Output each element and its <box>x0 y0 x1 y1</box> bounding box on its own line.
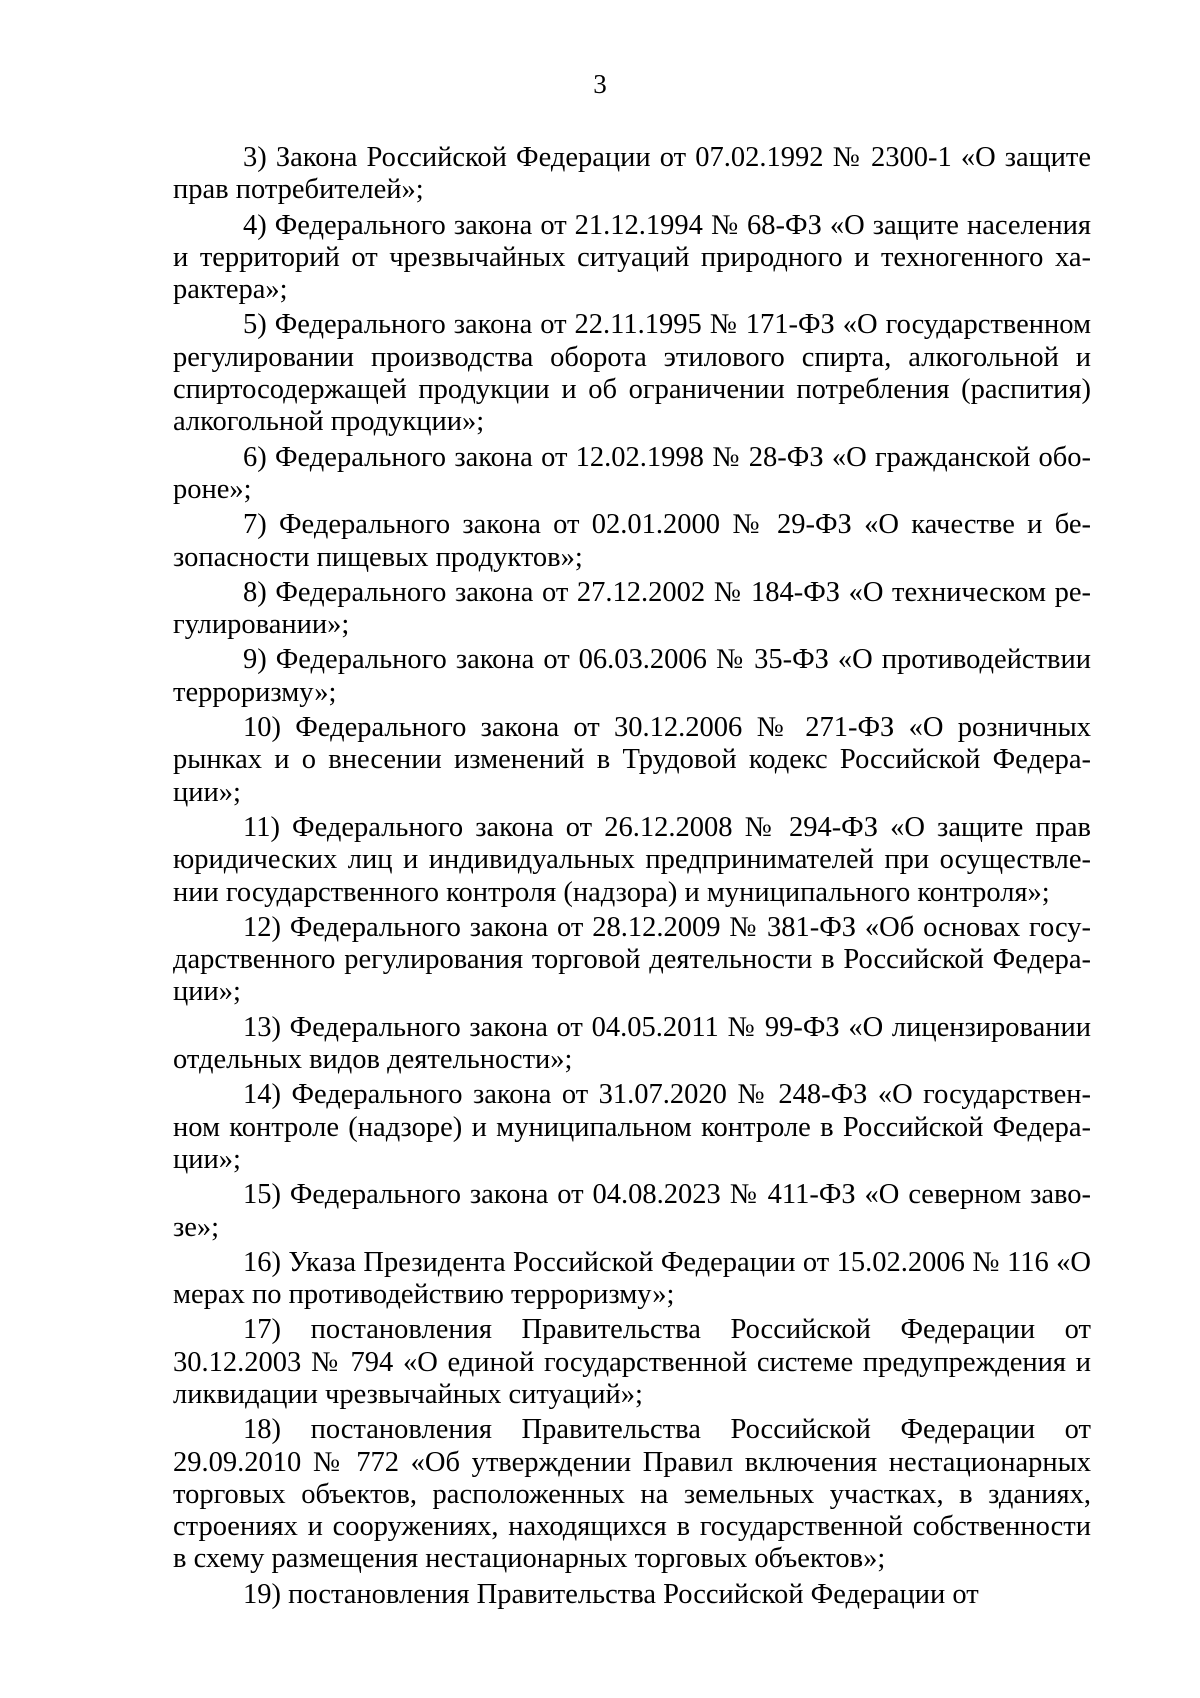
list-item-18: 18) постановления Правительства Российской Федерации от 29.09.2010 № 772 «Об утверждении Правил включения нестационарных торговых объектов, расположенных на земельных участках, в зданиях, строениях и сооружениях, находящихся в государственной собственности в схему размещения нестационарных торговых объектов»; <box>173 1414 1091 1575</box>
list-item-13: 13) Федерального закона от 04.05.2011 № 99-ФЗ «О лицензировании отдельных видов деятельности»; <box>173 1011 1091 1076</box>
list-item-14: 14) Федерального закона от 31.07.2020 № 248-ФЗ «О государственном контроле (надзоре) и муниципальном контроле в Российской Федерации»; <box>173 1079 1091 1175</box>
list-item-8: 8) Федерального закона от 27.12.2002 № 184-ФЗ «О техническом регулировании»; <box>173 576 1091 641</box>
document-body <box>173 142 1091 1614</box>
list-item-9: 9) Федерального закона от 06.03.2006 № 35-ФЗ «О противодействии терроризму»; <box>173 644 1091 708</box>
list-item-19: 19) постановления Правительства Российской Федерации от <box>243 1578 979 1610</box>
list-item-6: 6) Федерального закона от 12.02.1998 № 28-ФЗ «О гражданской обороне»; <box>173 441 1091 505</box>
list-item-17: 17) постановления Правительства Российской Федерации от 30.12.2003 № 794 «О единой государственной системе предупреждения и ликвидации чрезвычайных ситуаций»; <box>173 1314 1091 1410</box>
list-item-4: 4) Федерального закона от 21.12.1994 № 68-ФЗ «О защите населения и территорий от чрезвычайных ситуаций природного и техногенного характера»; <box>173 209 1091 306</box>
list-item-5: 5) Федерального закона от 22.11.1995 № 171-ФЗ «О государственном регулировании производства оборота этилового спирта, алкогольной и спиртосодержащей продукции и об ограничении потребления (распития) алкогольной продукции»; <box>173 309 1091 438</box>
list-item-10: 10) Федерального закона от 30.12.2006 № 271-ФЗ «О розничных рынках и о внесении изменений в Трудовой кодекс Российской Федерации»; <box>173 712 1091 808</box>
list-item-16: 16) Указа Президента Российской Федерации от 15.02.2006 № 116 «О мерах по противодействию терроризму»; <box>173 1246 1091 1311</box>
list-item-3: 3) Закона Российской Федерации от 07.02.1992 № 2300-1 «О защите прав потребителей»; <box>173 142 1091 206</box>
list-item-7: 7) Федерального закона от 02.01.2000 № 29-ФЗ «О качестве и безопасности пищевых продуктов»; <box>173 509 1091 573</box>
page-number: 3 <box>593 69 607 99</box>
list-item-15: 15) Федерального закона от 04.08.2023 № 411-ФЗ «О северном завозе»; <box>173 1179 1091 1243</box>
list-item-11: 11) Федерального закона от 26.12.2008 № 294-ФЗ «О защите прав юридических лиц и индивидуальных предпринимателей при осуществлении государственного контроля (надзора) и муниципального контроля»; <box>173 811 1091 908</box>
list-item-12: 12) Федерального закона от 28.12.2009 № 381-ФЗ «Об основах государственного регулирования торговой деятельности в Российской Федерации»; <box>173 911 1091 1008</box>
